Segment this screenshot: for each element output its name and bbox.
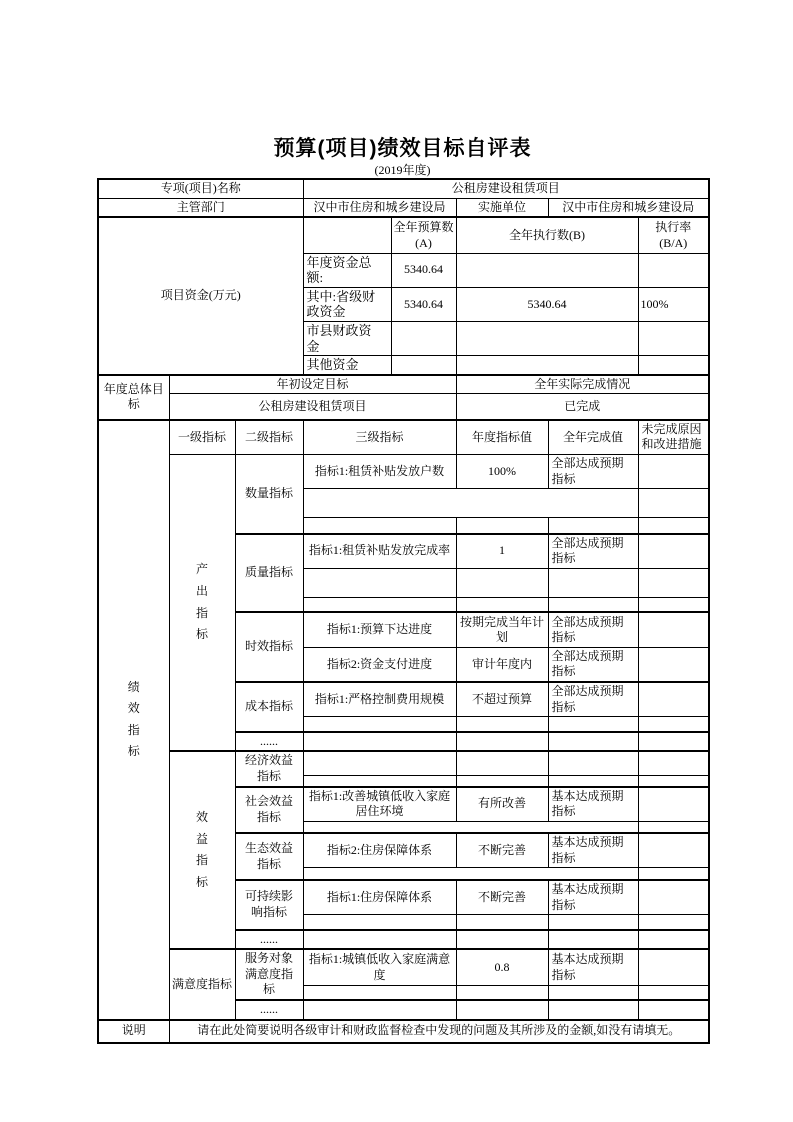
indicator-annual-value: 0.8 bbox=[456, 949, 548, 986]
empty-cell bbox=[638, 949, 709, 986]
empty-cell bbox=[456, 986, 548, 1000]
indicator-done-value: 基本达成预期指标 bbox=[548, 787, 638, 822]
empty-cell bbox=[456, 915, 548, 930]
empty-cell bbox=[303, 930, 456, 950]
indicator-done-value: 全部达成预期指标 bbox=[548, 612, 638, 647]
empty-cell bbox=[456, 717, 548, 732]
empty-cell bbox=[638, 880, 709, 915]
quality-group-label: 质量指标 bbox=[235, 534, 303, 613]
empty-cell bbox=[456, 321, 638, 355]
empty-cell bbox=[456, 732, 548, 752]
ecological-group-label: 生态效益指标 bbox=[235, 833, 303, 880]
indicator-name: 指标1:租赁补贴发放户数 bbox=[303, 455, 456, 489]
empty-cell bbox=[638, 833, 709, 868]
empty-cell bbox=[638, 597, 709, 612]
overall-actual-value: 已完成 bbox=[456, 394, 709, 420]
empty-cell bbox=[638, 321, 709, 355]
indicator-done-value: 基本达成预期指标 bbox=[548, 949, 638, 986]
dept-label: 主管部门 bbox=[98, 198, 303, 217]
header-level3: 三级指标 bbox=[303, 420, 456, 455]
header-level2: 二级指标 bbox=[235, 420, 303, 455]
empty-cell bbox=[456, 518, 548, 534]
empty-cell bbox=[638, 775, 709, 786]
empty-cell bbox=[303, 217, 391, 253]
indicator-annual-value: 不断完善 bbox=[456, 880, 548, 915]
empty-cell bbox=[638, 455, 709, 489]
empty-cell bbox=[456, 930, 548, 950]
ellipsis-row-label: ...... bbox=[235, 930, 303, 950]
header-reason: 未完成原因和改进措施 bbox=[638, 420, 709, 455]
indicator-name: 指标1:住房保障体系 bbox=[303, 880, 456, 915]
indicator-done-value: 基本达成预期指标 bbox=[548, 833, 638, 868]
empty-cell bbox=[638, 612, 709, 647]
project-name-label: 专项(项目)名称 bbox=[98, 179, 303, 198]
empty-cell bbox=[548, 732, 638, 752]
output-group-label-text: 产出指标 bbox=[195, 562, 208, 642]
indicator-name: 指标1:预算下达进度 bbox=[303, 612, 456, 647]
empty-cell bbox=[638, 930, 709, 950]
empty-cell bbox=[548, 915, 638, 930]
empty-cell bbox=[548, 751, 638, 775]
empty-cell bbox=[638, 253, 709, 287]
fund-col-rate-line1: 执行率 bbox=[655, 220, 692, 235]
indicator-name: 指标1:城镇低收入家庭满意度 bbox=[303, 949, 456, 986]
benefit-group-label bbox=[169, 751, 235, 949]
indicator-name: 指标2:资金支付进度 bbox=[303, 647, 456, 682]
empty-cell bbox=[303, 1000, 456, 1020]
empty-cell bbox=[548, 597, 638, 612]
empty-cell bbox=[391, 321, 456, 355]
fund-row-provincial-budget: 5340.64 bbox=[391, 287, 456, 321]
header-annual-value: 年度指标值 bbox=[456, 420, 548, 455]
benefit-group-label-text: 效益指标 bbox=[195, 810, 208, 889]
empty-cell bbox=[548, 1000, 638, 1020]
overall-initial-value: 公租房建设租赁项目 bbox=[169, 394, 456, 420]
ellipsis-row-label: ...... bbox=[235, 1000, 303, 1020]
empty-cell bbox=[638, 568, 709, 597]
indicator-annual-value: 1 bbox=[456, 534, 548, 569]
fund-row-provincial-rate: 100% bbox=[638, 287, 709, 321]
output-group-label bbox=[169, 455, 235, 752]
satisfaction-group-label: 满意度指标 bbox=[169, 949, 235, 1019]
empty-cell bbox=[638, 647, 709, 682]
overall-goal-label: 年度总体目标 bbox=[98, 375, 169, 420]
empty-cell bbox=[456, 356, 638, 375]
impl-unit-label: 实施单位 bbox=[456, 198, 548, 217]
empty-cell bbox=[303, 597, 456, 612]
indicator-annual-value: 不断完善 bbox=[456, 833, 548, 868]
overall-initial-label: 年初设定目标 bbox=[169, 375, 456, 394]
economic-group-label: 经济效益指标 bbox=[235, 751, 303, 786]
social-group-label: 社会效益指标 bbox=[235, 787, 303, 834]
dept-value: 汉中市住房和城乡建设局 bbox=[303, 198, 456, 217]
empty-cell bbox=[548, 986, 638, 1000]
empty-cell bbox=[303, 717, 456, 732]
fund-col-budget-line2: (A) bbox=[415, 236, 432, 251]
empty-cell bbox=[456, 751, 548, 775]
fund-col-exec: 全年执行数(B) bbox=[456, 217, 638, 253]
indicator-done-value: 全部达成预期指标 bbox=[548, 647, 638, 682]
empty-cell bbox=[638, 787, 709, 822]
quantity-group-label: 数量指标 bbox=[235, 455, 303, 534]
empty-cell bbox=[303, 986, 456, 1000]
empty-cell bbox=[303, 568, 456, 597]
cost-group-label: 成本指标 bbox=[235, 682, 303, 732]
perf-section-label bbox=[98, 420, 169, 1020]
empty-cell bbox=[548, 518, 638, 534]
indicator-name: 指标1:改善城镇低收入家庭居住环境 bbox=[303, 787, 456, 822]
fund-col-budget-line1: 全年预算数 bbox=[393, 220, 454, 235]
overall-actual-label: 全年实际完成情况 bbox=[456, 375, 709, 394]
empty-cell bbox=[303, 915, 456, 930]
empty-cell bbox=[456, 597, 548, 612]
fund-section-label: 项目资金(万元) bbox=[98, 217, 303, 375]
indicator-annual-value: 不超过预算 bbox=[456, 682, 548, 717]
empty-cell bbox=[391, 356, 456, 375]
empty-cell bbox=[456, 253, 638, 287]
note-text: 请在此处简要说明各级审计和财政监督检查中发现的问题及其所涉及的金额,如没有请填无。 bbox=[169, 1020, 709, 1043]
self-evaluation-table bbox=[97, 178, 710, 1044]
empty-cell bbox=[548, 775, 638, 786]
empty-cell bbox=[638, 489, 709, 518]
empty-cell bbox=[548, 568, 638, 597]
empty-cell bbox=[303, 868, 638, 880]
empty-cell bbox=[456, 775, 548, 786]
empty-cell bbox=[303, 821, 638, 833]
fund-row-municipal-label: 市县财政资金 bbox=[303, 321, 391, 355]
indicator-name: 指标1:租赁补贴发放完成率 bbox=[303, 534, 456, 569]
page-title: 预算(项目)绩效目标自评表 bbox=[273, 137, 532, 160]
empty-cell bbox=[638, 986, 709, 1000]
sustainable-group-label: 可持续影响指标 bbox=[235, 880, 303, 930]
empty-cell bbox=[303, 732, 456, 752]
header-done-value: 全年完成值 bbox=[548, 420, 638, 455]
empty-cell bbox=[638, 356, 709, 375]
empty-cell bbox=[303, 518, 456, 534]
empty-cell bbox=[548, 930, 638, 950]
project-name-value: 公租房建设租赁项目 bbox=[303, 179, 709, 198]
fund-row-provincial-label: 其中:省级财政资金 bbox=[303, 287, 391, 321]
fund-col-rate-line2: (B/A) bbox=[659, 236, 688, 251]
empty-cell bbox=[638, 821, 709, 833]
indicator-annual-value: 有所改善 bbox=[456, 787, 548, 822]
indicator-done-value: 全部达成预期指标 bbox=[548, 455, 638, 489]
empty-cell bbox=[638, 732, 709, 752]
header-level1: 一级指标 bbox=[169, 420, 235, 455]
empty-cell bbox=[303, 775, 456, 786]
indicator-name: 指标1:严格控制费用规模 bbox=[303, 682, 456, 717]
empty-cell bbox=[638, 915, 709, 930]
indicator-done-value: 基本达成预期指标 bbox=[548, 880, 638, 915]
fund-row-total-label: 年度资金总额: bbox=[303, 253, 391, 287]
indicator-annual-value: 审计年度内 bbox=[456, 647, 548, 682]
indicator-annual-value: 按期完成当年计划 bbox=[456, 612, 548, 647]
empty-cell bbox=[638, 534, 709, 569]
indicator-done-value: 全部达成预期指标 bbox=[548, 682, 638, 717]
fund-row-provincial-exec: 5340.64 bbox=[456, 287, 638, 321]
empty-cell bbox=[638, 1000, 709, 1020]
empty-cell bbox=[303, 751, 456, 775]
indicator-annual-value: 100% bbox=[456, 455, 548, 489]
page-subtitle: (2019年度) bbox=[374, 163, 431, 177]
ellipsis-row-label: ...... bbox=[235, 732, 303, 752]
fund-col-budget bbox=[391, 217, 456, 253]
empty-cell bbox=[638, 518, 709, 534]
empty-cell bbox=[303, 489, 638, 518]
empty-cell bbox=[638, 682, 709, 717]
empty-cell bbox=[548, 717, 638, 732]
note-label: 说明 bbox=[98, 1020, 169, 1043]
fund-row-other-label: 其他资金 bbox=[303, 356, 391, 375]
impl-unit-value: 汉中市住房和城乡建设局 bbox=[548, 198, 709, 217]
fund-col-rate bbox=[638, 217, 709, 253]
service-target-group-label: 服务对象满意度指标 bbox=[235, 949, 303, 1000]
empty-cell bbox=[456, 568, 548, 597]
time-group-label: 时效指标 bbox=[235, 612, 303, 682]
empty-cell bbox=[638, 868, 709, 880]
empty-cell bbox=[456, 1000, 548, 1020]
indicator-name: 指标2:住房保障体系 bbox=[303, 833, 456, 868]
fund-row-total-budget: 5340.64 bbox=[391, 253, 456, 287]
empty-cell bbox=[638, 751, 709, 775]
empty-cell bbox=[638, 717, 709, 732]
perf-section-label-text: 绩效指标 bbox=[127, 679, 140, 759]
indicator-done-value: 全部达成预期指标 bbox=[548, 534, 638, 569]
